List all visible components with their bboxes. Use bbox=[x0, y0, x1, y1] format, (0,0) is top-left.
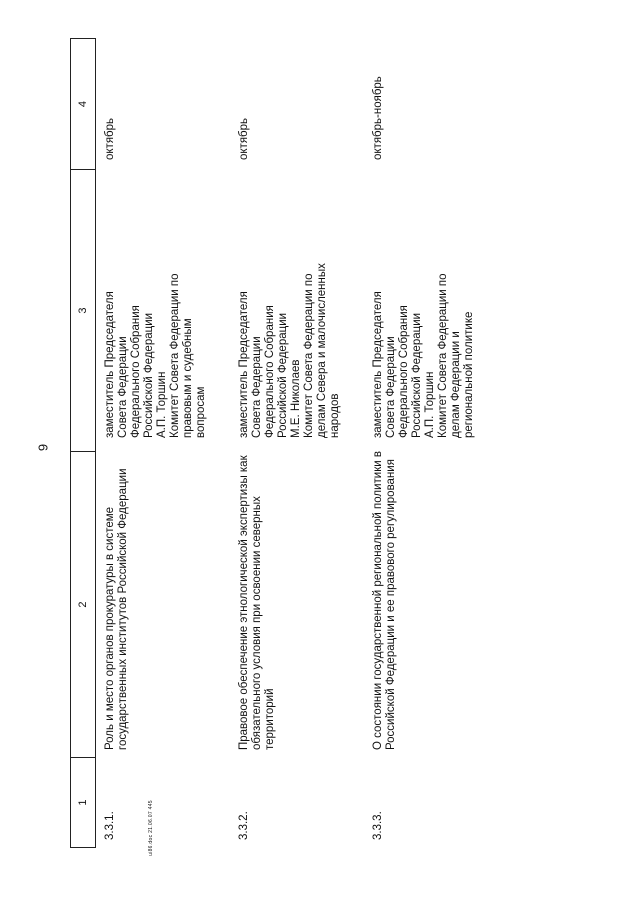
row-topic bbox=[372, 451, 398, 750]
responsible-line: вопросам bbox=[195, 386, 207, 438]
document-footer-note: ui86.doc 21.06.07 445 bbox=[148, 800, 154, 856]
page-number: 9 bbox=[35, 443, 51, 452]
responsible-line: А.П. Торшин bbox=[424, 371, 436, 438]
topic-line: Российской Федерации и ее правового регулирования bbox=[385, 459, 397, 750]
responsible-line: А.П. Торшин bbox=[156, 371, 168, 438]
rotated-table bbox=[70, 38, 612, 848]
responsible-line: правовым и судебным bbox=[182, 318, 194, 438]
row-responsible bbox=[238, 176, 342, 438]
topic-line: О состоянии государственной региональной политики в bbox=[372, 451, 384, 750]
responsible-line: Комитет Совета Федерации по bbox=[303, 273, 315, 438]
row-term: октябрь-ноябрь bbox=[372, 76, 384, 160]
topic-line: территорий bbox=[264, 688, 276, 750]
responsible-line: Федерального Собрания bbox=[264, 305, 276, 438]
responsible-line: Российской Федерации bbox=[143, 312, 155, 438]
responsible-line: Федерального Собрания bbox=[130, 305, 142, 438]
topic-line: государственных институтов Российской Федерации bbox=[117, 468, 129, 750]
responsible-line: заместитель Председателя bbox=[238, 291, 250, 438]
row-term: октябрь bbox=[104, 117, 116, 160]
responsible-line: Комитет Совета Федерации по bbox=[437, 273, 449, 438]
responsible-line: Совета Федерации bbox=[117, 336, 129, 438]
row-topic bbox=[238, 455, 277, 750]
topic-line: Правовое обеспечение этнологической экспертизы как bbox=[238, 455, 250, 750]
row-topic bbox=[104, 458, 130, 750]
responsible-line: делам Севера и малочисленных bbox=[316, 263, 328, 438]
responsible-line: делам Федерации и bbox=[450, 331, 462, 438]
row-term: октябрь bbox=[238, 117, 250, 160]
row-number: 3.3.1. bbox=[104, 811, 116, 840]
responsible-line: Комитет Совета Федерации по bbox=[169, 273, 181, 438]
column-header-1: 1 bbox=[71, 758, 95, 848]
table-row bbox=[238, 38, 366, 848]
responsible-line: заместитель Председателя bbox=[104, 291, 116, 438]
column-header-4: 4 bbox=[71, 38, 95, 170]
row-number: 3.3.3. bbox=[372, 811, 384, 840]
responsible-line: М.Е. Николаев bbox=[290, 359, 302, 438]
topic-line: обязательного условия при освоении северных bbox=[251, 496, 263, 750]
topic-line: Роль и место органов прокуратуры в системе bbox=[104, 506, 116, 750]
responsible-line: региональной политике bbox=[463, 311, 475, 438]
table-row bbox=[372, 38, 500, 848]
responsible-line: Российской Федерации bbox=[277, 312, 289, 438]
responsible-line: заместитель Председателя bbox=[372, 291, 384, 438]
column-header-2: 2 bbox=[71, 452, 95, 758]
responsible-line: Федерального Собрания bbox=[398, 305, 410, 438]
table-header-row bbox=[70, 38, 96, 848]
column-header-3: 3 bbox=[71, 170, 95, 452]
responsible-line: Совета Федерации bbox=[251, 336, 263, 438]
responsible-line: народов bbox=[329, 393, 341, 438]
row-responsible bbox=[104, 176, 208, 438]
responsible-line: Совета Федерации bbox=[385, 336, 397, 438]
row-responsible bbox=[372, 176, 476, 438]
table-row bbox=[104, 38, 232, 848]
responsible-line: Российской Федерации bbox=[411, 312, 423, 438]
row-number: 3.3.2. bbox=[238, 811, 250, 840]
